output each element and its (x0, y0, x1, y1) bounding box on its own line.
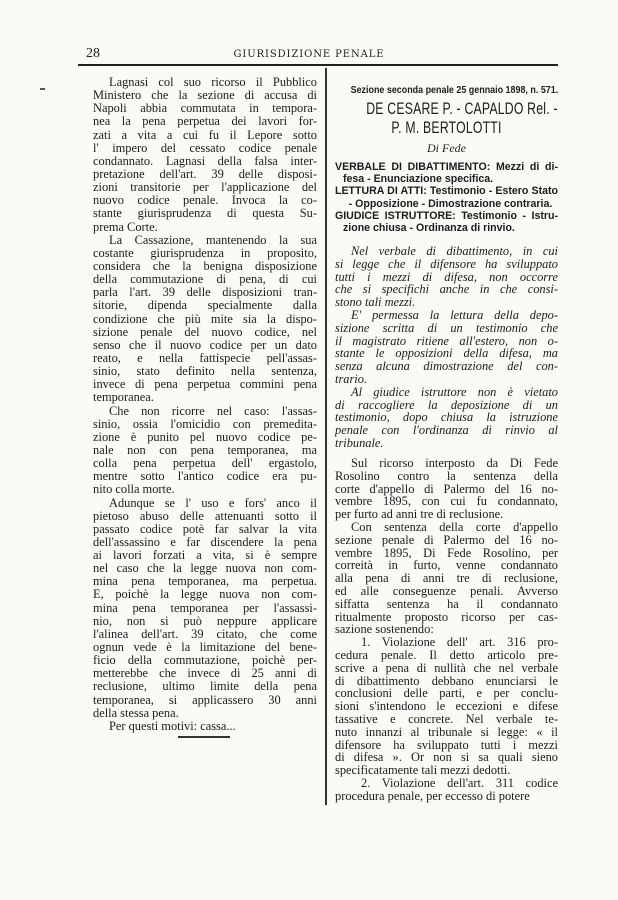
text-line: temporanea. (93, 390, 154, 405)
paragraph (335, 521, 558, 636)
paragraph (335, 245, 558, 309)
paragraph (335, 185, 558, 209)
text-line: Al giudice istruttore non è vietato (351, 384, 558, 399)
text-line: vembre 1895, con cui fu condannato, (335, 494, 558, 509)
paragraph (93, 76, 317, 234)
text-line: GIUDICE ISTRUTTORE: Testimonio - Istru- (335, 209, 558, 222)
text-line: sioni s'intendono le eccezioni e difese (335, 699, 558, 714)
text-line: conclusioni delle parti, e per conclu- (335, 686, 558, 701)
text-line: 2. Violazione dell'art. 311 codice (361, 775, 558, 790)
text-line: sitorie, dipenda specialmente dalla (93, 298, 317, 313)
text-line: zione è punito pel nuovo codice pe- (93, 429, 317, 444)
left-column (93, 76, 317, 733)
text-line: senza alcuna dimostrazione del con- (335, 359, 558, 374)
text-line: nale non con pena temporanea, ma (93, 442, 317, 457)
text-line: temporanea, si applicassero 30 anni (93, 692, 317, 707)
text-line: che si specifichi anche in che consi- (335, 282, 558, 297)
text-line: corte d'appello di Palermo del 16 no- (335, 481, 558, 496)
text-line: cedura penale. Il detto articolo pre- (335, 647, 558, 662)
text-line: tassative e concrete. Nel verbale te- (335, 711, 558, 726)
text-line: difensore ha sviluppato tutti i mezzi (335, 737, 558, 752)
text-line: stono tali mezzi. (335, 295, 416, 310)
text-line: pietoso abuso delle attenuanti sotto il (93, 508, 317, 523)
text-line: E' permessa la lettura della depo- (351, 307, 558, 322)
text-line: alla pena di anni tre di reclusione, (335, 571, 558, 586)
text-line: Ministero che la sezione di accusa di (93, 88, 317, 103)
text-line: tutti i mezzi di difesa, non occorre (335, 269, 558, 284)
text-line: Che non ricorre nel caso: l'assas- (109, 403, 317, 418)
paragraph (93, 720, 317, 733)
paragraph (335, 777, 558, 803)
text-line: La Cassazione, mantenendo la sua (109, 232, 317, 247)
text-line: l' impero del cessato codice penale (93, 140, 317, 155)
paragraph (93, 497, 317, 720)
text-line: ai lavori forzati a vita, si è sempre (93, 548, 317, 563)
text-line: passato codice potè far salvar la vita (93, 521, 317, 536)
judges-line: DE CESARE P. - CAPALDO Rel. - (366, 99, 558, 118)
text-line: stante giurisprudenza di questa Su- (93, 206, 317, 221)
text-line: vembre 1895, Di Fede Rosolino, per (335, 545, 558, 560)
header-rule (78, 64, 558, 66)
text-line: reato, e nella fattispecie pell'assas- (93, 350, 317, 365)
case-maxims (335, 245, 558, 450)
text-line: - Opposizione - Dimostrazione contraria. (348, 197, 553, 210)
text-line: nuto innanzi al tribunale si legge: « il (335, 724, 558, 739)
text-line: tribunale. (335, 435, 384, 450)
text-line: sizione scritta di un testimonio che (335, 320, 558, 335)
text-line: specificatamente tali mezzi dedotti. (335, 763, 511, 778)
text-line: reclusione, ultimo limite della pena (93, 679, 317, 694)
text-line: sazione sostenendo: (335, 622, 434, 637)
page-number: 28 (86, 46, 100, 61)
text-line: Rosolino contro la sentenza della (335, 468, 558, 483)
text-line: per furto ad anni tre di reclusione. (335, 507, 504, 522)
text-line: procedura penale, per eccesso di potere (335, 788, 530, 803)
text-line: mina pena temporanea per l'assassi- (93, 600, 317, 615)
text-line: fesa - Enunciazione specifica. (343, 173, 494, 186)
text-line: Con sentenza della corte d'appello (351, 519, 558, 534)
text-line: nea la pena perpetua dei lavori for- (93, 114, 317, 129)
margin-mark (40, 88, 45, 90)
text-line: senso che il nuovo codice per un dato (93, 337, 317, 352)
text-line: Lagnasi col suo ricorso il Pubblico (109, 75, 317, 89)
text-line: stante le opposizioni della difesa, ma (335, 346, 558, 361)
paragraph (93, 234, 317, 405)
text-line: penale con l'ordinanza di rinvio al (335, 423, 558, 438)
text-line: sizione penale del nuovo codice, nel (93, 324, 317, 339)
text-line: il magistrato ritiene all'estero, non o- (335, 333, 558, 348)
session-line: Sezione seconda penale 25 gennaio 1898, n. 571. (350, 85, 559, 96)
text-line: nio, non si può neppure applicare (93, 613, 317, 628)
text-line: l'alinea dell'art. 39 citato, che come (93, 626, 317, 641)
section-separator (178, 736, 230, 738)
text-line: 1. Violazione dell' art. 316 pro- (361, 635, 558, 650)
text-line: Nel verbale di dibattimento, in cui (351, 244, 558, 258)
text-line: condannato. Lagnasi della falsa inter- (93, 153, 317, 168)
text-line: di dibattimento debbano enunciarsi le (335, 673, 558, 688)
case-header (335, 85, 558, 156)
text-line: ognun vede è la limitazione del bene- (93, 640, 317, 655)
text-line: nel caso che la legge nuova non com- (93, 561, 317, 576)
text-line: VERBALE DI DIBATTIMENTO: Mezzi di di- (335, 161, 558, 173)
text-line: della commutazione di pena, di cui (93, 272, 317, 287)
judges-line: P. M. BERTOLOTTI (391, 118, 502, 137)
text-line: zati a vita a cui fu il Lepore sotto (93, 127, 317, 142)
column-divider (325, 68, 327, 805)
paragraph (93, 405, 317, 497)
text-line: di difesa ». Or non si sa quali sieno (335, 750, 558, 765)
text-line: sinio, ossia l'omicidio con premedita- (93, 416, 317, 431)
text-line: ficio della commutazione, poichè per- (93, 653, 317, 668)
text-line: dell'assassino e far discendere la pena (93, 534, 317, 549)
text-line: nuovo codice penale. Invoca la co- (93, 193, 317, 208)
text-line: pretazione dell'art. 39 delle disposi- (93, 166, 317, 181)
text-line: ritualmente proposto ricorso per cas- (335, 609, 558, 624)
text-line: trario. (335, 371, 368, 386)
text-line: metterebbe che invece di 25 anni di (93, 666, 317, 681)
text-line: Per questi motivi: cassa... (109, 718, 236, 733)
text-line: LETTURA DI ATTI: Testimonio - Estero Stato (335, 185, 558, 198)
running-title: GIURISDIZIONE PENALE (233, 49, 385, 60)
text-line: mentre sotto l'antico codice era pu- (93, 469, 317, 484)
text-line: Napoli abbia commutata in tempora- (93, 101, 317, 116)
text-line: colla pena perpetua dell' ergastolo, (93, 456, 317, 471)
paragraph (335, 161, 558, 185)
party-name: Di Fede (427, 141, 466, 155)
text-line: testimonio, dopo chiusa la istruzione (335, 410, 558, 425)
text-line: correità in furto, venne condannato (335, 558, 558, 573)
text-line: della stessa pena. (93, 705, 179, 720)
text-line: mina pena temporanea, ma perpetua. (93, 574, 317, 589)
text-line: zione chiusa - Ordinanza di rinvio. (343, 221, 515, 234)
text-line: si legge che il difensore ha sviluppato (335, 256, 558, 271)
text-line: ed alle conseguenze penali. Avverso (335, 583, 558, 598)
case-body (335, 457, 558, 803)
text-line: Adunque se l' uso e fors' anco il (109, 495, 317, 510)
paragraph (335, 309, 558, 386)
paragraph (335, 636, 558, 777)
text-line: condizione che più mite sia la dispo- (93, 311, 317, 326)
text-line: di raccogliere la deposizione di un (335, 397, 558, 412)
text-line: considera che la benigna disposizione (93, 258, 317, 273)
case-summaries (335, 161, 558, 234)
paragraph (335, 457, 558, 521)
text-line: invece di pena perpetua commini pena (93, 377, 317, 392)
text-line: nito colla morte. (93, 482, 175, 497)
paragraph (335, 210, 558, 234)
text-line: sinio, stato definito nella sentenza, (93, 364, 317, 379)
text-line: costante giurisprudenza in proposito, (93, 245, 317, 260)
paragraph (335, 386, 558, 450)
text-line: Sul ricorso interposto da Di Fede (351, 456, 558, 470)
text-line: sezione penale di Palermo del 16 no- (335, 532, 558, 547)
text-line: parla l'art. 39 delle disposizioni tran- (93, 285, 317, 300)
text-line: prema Corte. (93, 219, 158, 234)
text-line: scrive a pena di nullità che nel verbale (335, 660, 558, 675)
text-line: zioni transitorie per l'applicazione del (93, 180, 317, 195)
text-line: siffatta sentenza ha il condannato (335, 596, 558, 611)
text-line: E, poichè la legge nuova non com- (93, 587, 317, 602)
